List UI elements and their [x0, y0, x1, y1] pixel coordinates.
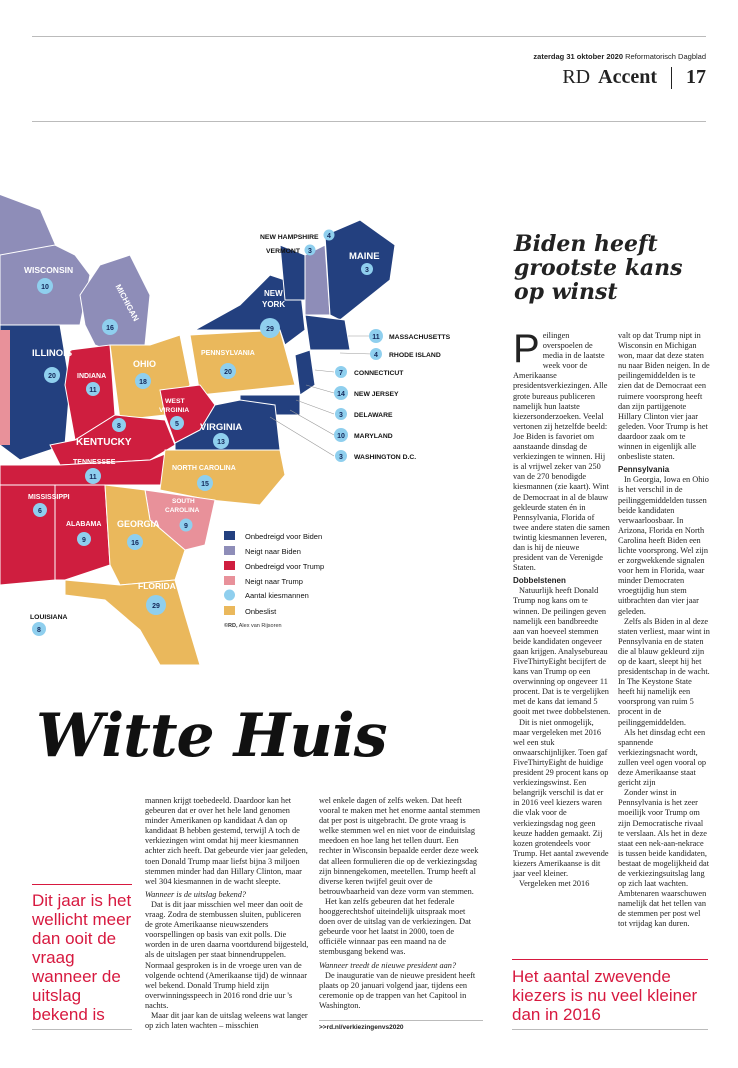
badge-newhampshire: [324, 230, 335, 241]
body-col-m1: mannen krijgt toebedeeld. Daardoor kan het gebeuren dat er over het hele land genomen minder Amerikanen op kandidaat A dan op kandidaat B hebben gestemd, terwijl A toch de verkiezingen wint omdat hij meer kiesmannen achter zich heeft. Dat gebeurde vier jaar geleden, toen Donald Trump maar liefst bijna 3 miljoen stemmen minder had dan Hillary Clinton, maar wel 304 kiesmannen in de wacht sleepte. Wanneer is de uitslag bekend? Dat is dit jaar misschien wel meer dan ooit de vraag. Zodra de stembussen sluiten, publiceren de grote Amerikaanse nieuwszenders voorspellingen op basis van exit polls. Die worden in de uren daarna voortdurend bijgesteld, als de uitslagen per staat binnendruppelen. Normaal gesproken is in de vroege uren van de volgende ochtend (Amerikaanse tijd) de winnaar wel bekend. Donald Trump hield zijn overwinningsspeech in 2016 rond drie uur 's nachts. Maar dit jaar kan de uitslag weleens wat langer op zich laten wachten – misschien: [145, 796, 309, 1031]
svg-text:18: 18: [139, 379, 147, 386]
badge-kentucky: [112, 418, 126, 432]
svg-text:3: 3: [339, 412, 343, 419]
brand-section: Accent: [598, 66, 657, 88]
label-indiana: INDIANA: [77, 373, 107, 380]
badge-maine: [361, 263, 373, 275]
svg-text:16: 16: [131, 540, 139, 547]
svg-text:16: 16: [106, 325, 114, 332]
svg-text:10: 10: [41, 284, 49, 291]
map-labels: [0, 185, 500, 665]
label-florida: FLORIDA: [138, 581, 176, 591]
label-westvirginia-2: VIRGINIA: [159, 407, 190, 414]
big-title: Witte Huis: [36, 701, 387, 771]
svg-text:10: 10: [337, 433, 345, 440]
label-georgia: GEORGIA: [117, 519, 160, 529]
label-southcarolina-1: SOUTH: [172, 498, 195, 505]
brand-divider: [671, 67, 672, 89]
label-southcarolina-2: CAROLINA: [165, 507, 200, 514]
badge-indiana: [86, 382, 100, 396]
badge-florida: [146, 595, 166, 615]
label-ohio: OHIO: [133, 359, 157, 369]
svg-text:Aantal kiesmannen: Aantal kiesmannen: [245, 591, 309, 600]
badge-westvirginia: [170, 416, 184, 430]
footer-link[interactable]: >>rd.nl/verkiezingenvs2020: [319, 1024, 404, 1031]
badge-northcarolina: [197, 475, 213, 491]
badge-newyork: [260, 318, 280, 338]
callout-newjersey: [306, 385, 399, 400]
svg-text:15: 15: [201, 481, 209, 488]
svg-text:4: 4: [374, 352, 378, 359]
brand-rd: RD: [562, 66, 591, 88]
pull-left-rule: [32, 884, 132, 885]
badge-vermont: [305, 245, 316, 256]
label-newhampshire: NEW HAMPSHIRE: [260, 234, 319, 241]
badge-southcarolina: [180, 519, 193, 532]
label-wisconsin: WISCONSIN: [24, 265, 74, 275]
label-kentucky: KENTUCKY: [76, 437, 132, 448]
body-col-r2: valt op dat Trump nipt in Wisconsin en Michigan won, maar dat deze staten nu naar Biden neigen. In de peilingemiddelden is te zien dat de Democraat een ruimere voorsprong heeft dan zijn partijgenote Hillary Clinton vier jaar geleden. Voor Trump is het daardoor zaak om te winnen in eigenlijk alle onbesliste staten. Pennsylvania In Georgia, Iowa en Ohio is het verschil in de peilinggemiddelden tussen beide kandidaten verwaarloosbaar. In Arizona, Florida en North Carolina heeft Biden een lichte voorsprong. Wel zijn er zorgwekkende signalen voor hem in Florida, waar minder Democraten vroegtijdig hun stem uitbrachten dan vier jaar geleden. Zelfs als Biden in al deze staten verliest, maar wint in Pennsylvania en de staten die al blauw gekleurd zijn op de kaart, sleept hij het presidentschap in de wacht. In The Keystone State heeft hij namelijk een voorsprong van ruim 5 procent in de peilinggemiddelden. Als het dinsdag echt een spannende verkiezingsnacht wordt, zullen veel ogen vooral op deze Amerikaanse staat gericht zijn Zonder winst in Pennsylvania is het zeer moeilijk voor Trump om zijn Democratische rivaal te verslaan. Als het in deze staat een nek-aan-nekrace is tussen beide kandidaten, bestaat de mogelijkheid dat de verkiezingsuitslag lang op zich laat wachten. Ambtenaren waarschuwen namelijk dat het tellen van de stemmen per post wel tot vrijdag kan duren.: [618, 331, 710, 929]
svg-text:MASSACHUSETTS: MASSACHUSETTS: [389, 334, 451, 341]
svg-text:Neigt naar Biden: Neigt naar Biden: [245, 547, 301, 556]
article-headline: Biden heeft grootste kans op winst: [514, 231, 683, 305]
pull-quote-right: Het aantal zwevende kiezers is nu veel kleiner dan in 2016: [512, 967, 698, 1024]
callout-massachusetts: [348, 329, 451, 343]
svg-text:RHODE ISLAND: RHODE ISLAND: [389, 352, 441, 359]
label-newyork-1: NEW: [264, 289, 283, 298]
label-vermont: VERMONT: [266, 248, 300, 255]
badge-virginia: [213, 433, 229, 449]
badge-alabama: [77, 532, 91, 546]
badge-louisiana: [32, 622, 46, 636]
label-northcarolina: NORTH CAROLINA: [172, 465, 236, 472]
svg-text:3: 3: [308, 248, 312, 255]
svg-text:3: 3: [339, 454, 343, 461]
svg-text:29: 29: [152, 603, 160, 610]
section-brand: [562, 66, 706, 89]
svg-text:20: 20: [224, 369, 232, 376]
page-number: 17: [686, 66, 706, 88]
svg-text:11: 11: [89, 474, 97, 481]
svg-text:9: 9: [184, 523, 188, 530]
label-pennsylvania: PENNSYLVANIA: [201, 350, 255, 357]
map-credit: ©RD, Alex van Rijsoren: [224, 623, 282, 629]
badge-wisconsin: [37, 278, 53, 294]
svg-text:5: 5: [175, 421, 179, 428]
label-illinois: ILLINOIS: [32, 348, 73, 359]
label-westvirginia-1: WEST: [165, 398, 185, 405]
svg-text:20: 20: [48, 373, 56, 380]
drop-cap: P: [513, 327, 540, 371]
svg-text:MARYLAND: MARYLAND: [354, 433, 393, 440]
map-legend: [224, 531, 324, 616]
label-michigan: MICHIGAN: [113, 282, 141, 323]
label-mississippi: MISSISSIPPI: [28, 494, 70, 501]
svg-text:NEW JERSEY: NEW JERSEY: [354, 391, 399, 398]
svg-text:WASHINGTON D.C.: WASHINGTON D.C.: [354, 454, 417, 461]
label-alabama: ALABAMA: [66, 521, 102, 528]
pull-left-bottom-rule: [32, 1029, 132, 1030]
badge-tennessee: [85, 468, 101, 484]
svg-text:8: 8: [117, 423, 121, 430]
svg-text:4: 4: [327, 233, 331, 240]
label-virginia: VIRGINIA: [200, 422, 243, 433]
header-rule: [32, 121, 706, 122]
svg-text:29: 29: [266, 326, 274, 333]
header-date: zaterdag 31 oktober 2020 Reformatorisch Dagblad: [533, 52, 706, 61]
svg-text:Onbedreigd voor Biden: Onbedreigd voor Biden: [245, 532, 323, 541]
svg-text:Onbeslist: Onbeslist: [245, 607, 277, 616]
body-col-m2: wel enkele dagen of zelfs weken. Dat heeft vooral te maken met het enorme aantal stemmen dat per post is uitgebracht. De grote vraag is welke stemmen wel en niet voor de einduitslag meedoen en hoe lang het tellen duurt. Een rechter in Wisconsin bepaalde eerder deze week dat alleen formulieren die op de verkiezingsdag zijn binnengekomen, meetellen. Trump heeft al diverse keren twijfel geuit over de betrouwbaarheid van deze vorm van stemmen. Het kan zelfs gebeuren dat het federale hooggerechtshof uiteindelijk uitspraak moet doen over de uitslag van de verkiezingen. Dat gebeurde voor het laatst in 2000, toen de officiële winnaar pas een maand na de stembusgang bekend was. Wanneer treedt de nieuwe president aan? De inauguratie van de nieuwe president heeft plaats op 20 januari volgend jaar, tijdens een ceremonie op de trappen van het Capitool in Washington.: [319, 796, 481, 1010]
svg-text:Neigt naar Trump: Neigt naar Trump: [245, 577, 303, 586]
svg-text:DELAWARE: DELAWARE: [354, 412, 393, 419]
svg-text:8: 8: [37, 627, 41, 634]
svg-text:7: 7: [339, 370, 343, 377]
svg-text:CONNECTICUT: CONNECTICUT: [354, 370, 404, 377]
label-newyork-2: YORK: [262, 300, 286, 309]
pull-right-rule: [512, 959, 708, 960]
svg-text:3: 3: [365, 267, 369, 274]
label-louisiana: LOUISIANA: [30, 614, 68, 621]
badge-illinois: [44, 367, 60, 383]
label-tennessee: TENNESSEE: [73, 459, 116, 466]
label-maine: MAINE: [349, 251, 380, 262]
badge-michigan: [102, 319, 118, 335]
svg-text:Onbedreigd voor Trump: Onbedreigd voor Trump: [245, 562, 325, 571]
callout-delaware: [296, 400, 393, 420]
pull-right-bottom-rule: [512, 1029, 708, 1030]
body-col-r1: Peilingen overspoelen de media in de laatste week voor de Amerikaanse presidentsverkiezingen. Alle grote bureaus publiceren namelijk hun laatste kiezersonderzoeken. Veelal vertonen zij hetzelfde beeld: Joe Biden is favoriet om aanstaande dinsdag de verkiezingen te winnen. Hij is al vrijwel zeker van 250 van de 270 benodigde kiesmannen (zie kaart). Wint de Democraat in al de blauw gekleurde staten én in Pennsylvania, Florida of twee andere staten die samen twintig kiesmannen leveren, dan is hij de nieuwe president van de Verenigde Staten. Dobbelstenen Natuurlijk heeft Donald Trump nog kans om te winnen. De peilingen geven namelijk een bandbreedte aan van hoeveel stemmen beide kandidaten ongeveer gaan krijgen. Analysebureau FiveThirtyEight becijfert de kans van Trump op een overwinning op ongeveer 11 procent. Dat is te vergelijken met de kans dat iemand 5 gooit met twee dobbelstenen. Dit is niet onmogelijk, maar vergeleken met 2016 wel een stuk onwaarschijnlijker. Toen gaf FiveThirtyEight de huidige president 29 procent kans op verkiezingswinst. Een belangrijk verschil is dat er in 2016 veel kiezers waren die vlak voor de verkiezingsdag nog geen keuze hadden gemaakt. Zij kozen grotendeels voor Trump. Het aantal zwevende kiezers Amerikaanse is dit jaar veel kleiner. Vergeleken met 2016: [513, 327, 611, 889]
svg-text:6: 6: [38, 508, 42, 515]
link-rule: [319, 1020, 483, 1021]
badge-mississippi: [33, 503, 47, 517]
svg-text:9: 9: [82, 537, 86, 544]
callout-connecticut: [315, 366, 404, 378]
callout-rhodeisland: [340, 348, 441, 360]
svg-text:11: 11: [372, 334, 380, 341]
pull-quote-left: Dit jaar is het wellicht meer dan ooit de vraag wanneer de uitslag bekend is: [32, 891, 132, 1024]
svg-text:11: 11: [89, 387, 97, 394]
top-rule: [32, 36, 706, 37]
badge-ohio: [135, 373, 151, 389]
svg-text:14: 14: [337, 391, 345, 398]
badge-pennsylvania: [220, 363, 236, 379]
badge-georgia: [127, 534, 143, 550]
svg-text:13: 13: [217, 439, 225, 446]
